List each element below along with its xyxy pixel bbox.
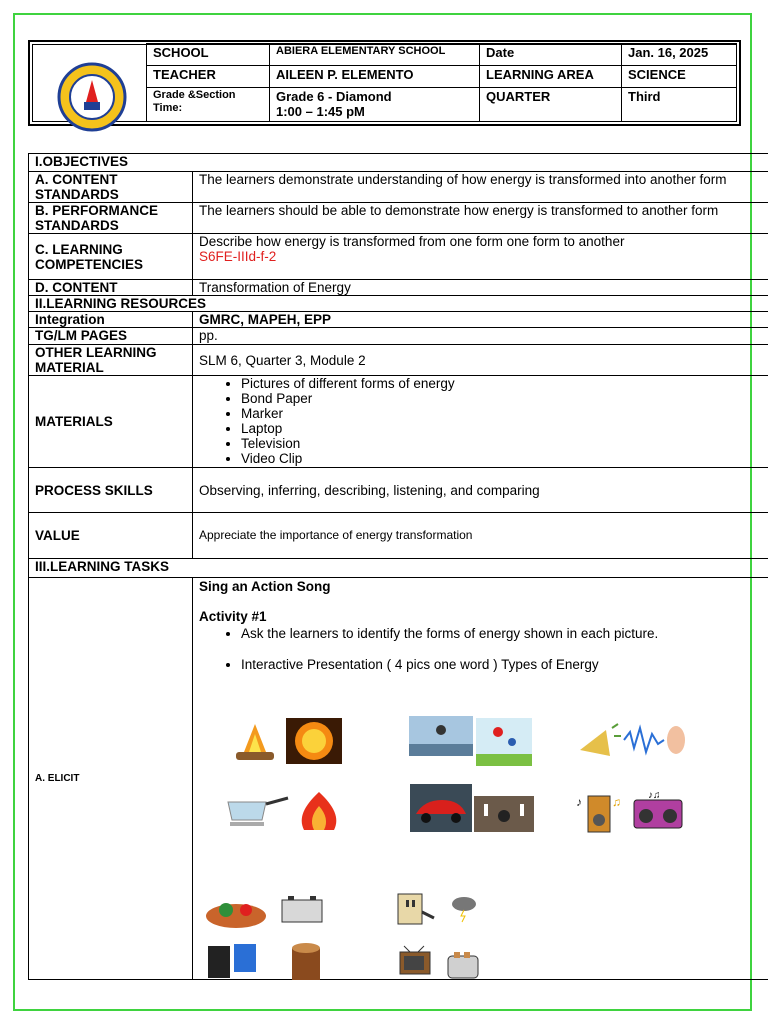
oil-barrels-icon xyxy=(204,940,270,982)
materials-label: MATERIALS xyxy=(29,376,193,468)
soccer-kick-icon xyxy=(409,716,473,756)
svg-text:♪♫: ♪♫ xyxy=(648,790,661,801)
header-table xyxy=(146,43,737,122)
grade-label: Grade &Section Time: xyxy=(147,88,270,122)
competencies-label: C. LEARNING COMPETENCIES xyxy=(29,234,193,280)
content-standards: The learners demonstrate understanding of how energy is transformed into another form xyxy=(193,172,768,203)
sound-wave-ear-icon xyxy=(622,722,686,758)
svg-text:♪: ♪ xyxy=(576,795,582,809)
integration: GMRC, MAPEH, EPP xyxy=(193,312,768,328)
process-skills: Observing, inferring, describing, listening, and comparing xyxy=(193,468,768,513)
speaker-music-icon xyxy=(574,788,622,836)
tasks-heading: III.LEARNING TASKS xyxy=(29,559,768,578)
list-item: • Pictures of different forms of energy xyxy=(241,376,762,391)
list-item: • Interactive Presentation ( 4 pics one word ) Types of Energy xyxy=(241,657,762,672)
area-label: LEARNING AREA xyxy=(480,66,622,88)
competencies: Describe how energy is transformed from one form one form to another xyxy=(199,234,625,249)
quarter-value: Third xyxy=(622,88,737,122)
kids-playing-ball-icon xyxy=(476,718,532,766)
content-label: D. CONTENT xyxy=(29,280,193,296)
wood-log-icon xyxy=(286,940,326,984)
list-item: • Video Clip xyxy=(241,451,762,466)
flame-icon xyxy=(294,790,344,834)
date-value: Jan. 16, 2025 xyxy=(622,44,737,66)
content: Transformation of Energy xyxy=(193,280,768,296)
integration-label: Integration xyxy=(29,312,193,328)
value: Appreciate the importance of energy transformation xyxy=(193,513,768,559)
sun-icon xyxy=(286,718,342,764)
list-item: • Bond Paper xyxy=(241,391,762,406)
quarter-label: QUARTER xyxy=(480,88,622,122)
time-value: 1:00 – 1:45 pM xyxy=(276,104,365,119)
elicit-label: A. ELICIT xyxy=(29,578,193,980)
song-title: Sing an Action Song xyxy=(199,579,331,594)
grade-value: Grade 6 - Diamond xyxy=(276,89,392,104)
teacher-label: TEACHER xyxy=(147,66,270,88)
red-car-icon xyxy=(410,784,472,832)
school-label: SCHOOL xyxy=(147,44,270,66)
performance-standards: The learners should be able to demonstrate how energy is transformed to another form xyxy=(193,203,768,234)
horn-sound-icon xyxy=(576,720,622,760)
list-item: • Laptop xyxy=(241,421,762,436)
resources-heading: II.LEARNING RESOURCES xyxy=(29,296,768,312)
pot-on-stove-icon xyxy=(222,792,290,832)
other-material-label: OTHER LEARNING MATERIAL xyxy=(29,345,193,376)
area-value: SCIENCE xyxy=(622,66,737,88)
lesson-plan-table xyxy=(28,153,768,980)
battery-icon xyxy=(276,888,332,932)
materials-list xyxy=(199,376,762,466)
television-icon xyxy=(396,944,436,984)
competency-code: S6FE-IIId-f-2 xyxy=(199,249,277,264)
toaster-icon xyxy=(444,944,488,984)
teacher-value: AILEEN P. ELEMENTO xyxy=(270,66,480,88)
grade-value-cell xyxy=(270,88,480,122)
rain-cloud-icon xyxy=(444,888,484,928)
tg-pages-label: TG/LM PAGES xyxy=(29,328,193,345)
campfire-icon xyxy=(226,716,284,766)
performance-standards-label: B. PERFORMANCE STANDARDS xyxy=(29,203,193,234)
date-label: Date xyxy=(480,44,622,66)
other-material: SLM 6, Quarter 3, Module 2 xyxy=(193,345,768,376)
list-item: • Television xyxy=(241,436,762,451)
list-item: • Marker xyxy=(241,406,762,421)
task-list xyxy=(199,626,762,672)
competencies-cell xyxy=(193,234,768,280)
list-item: • Ask the learners to identify the forms of energy shown in each picture. xyxy=(241,626,762,641)
boombox-icon xyxy=(630,788,686,834)
content-standards-label: A. CONTENT STANDARDS xyxy=(29,172,193,203)
objectives-heading: I.OBJECTIVES xyxy=(29,154,768,172)
svg-text:♫: ♫ xyxy=(612,795,621,809)
activity-title: Activity #1 xyxy=(199,609,267,624)
school-value: ABIERA ELEMENTARY SCHOOL xyxy=(270,44,480,66)
tg-pages: pp. xyxy=(193,328,768,345)
school-logo xyxy=(46,62,138,132)
food-pile-icon xyxy=(202,888,272,930)
process-skills-label: PROCESS SKILLS xyxy=(29,468,193,513)
electric-outlet-icon xyxy=(394,888,438,932)
materials-cell xyxy=(193,376,768,468)
bowling-icon xyxy=(474,796,534,832)
value-label: VALUE xyxy=(29,513,193,559)
